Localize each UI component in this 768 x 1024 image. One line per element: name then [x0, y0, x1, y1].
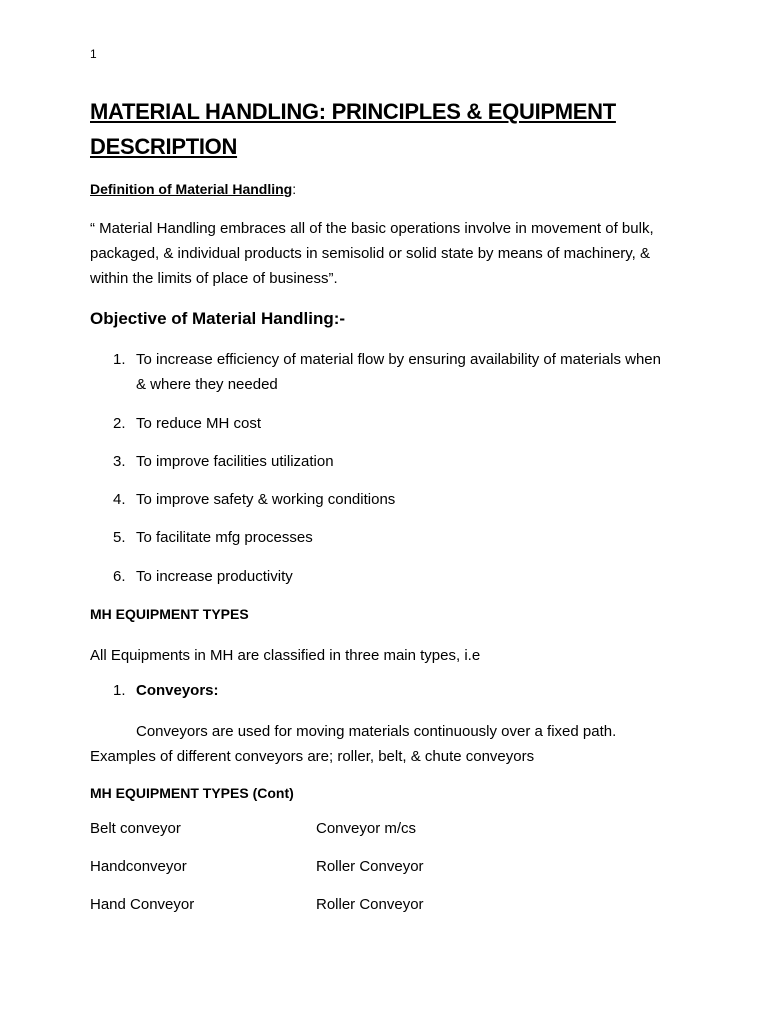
- list-item-text: To increase efficiency of material flow by ensuring availability of materials when & where they needed: [136, 351, 661, 393]
- list-item-text: To improve facilities utilization: [136, 453, 334, 470]
- definition-heading-colon: :: [292, 181, 297, 197]
- equipment-types-heading: MH EQUIPMENT TYPES: [90, 606, 249, 622]
- table-cell-left: Belt conveyor: [90, 820, 181, 837]
- page-title: MATERIAL HANDLING: PRINCIPLES & EQUIPMENT DESCRIPTION: [90, 99, 616, 159]
- list-item: [113, 347, 673, 397]
- definition-heading: [90, 181, 296, 197]
- list-item-number: 4.: [113, 491, 126, 508]
- table-cell-left: Handconveyor: [90, 858, 187, 875]
- list-item-number: 3.: [113, 453, 126, 470]
- definition-text: “ Material Handling embraces all of the basic operations involve in movement of bulk, packaged, & individual products in semisolid or solid state by means of machinery, & within the limits of place of business”.: [90, 220, 654, 287]
- conveyors-item-number: 1.: [113, 682, 126, 699]
- table-cell-right: Roller Conveyor: [316, 896, 424, 913]
- equipment-types-cont-heading: MH EQUIPMENT TYPES (Cont): [90, 785, 294, 801]
- list-item-number: 6.: [113, 568, 126, 585]
- list-item: [113, 487, 395, 512]
- objectives-heading: Objective of Material Handling:-: [90, 309, 346, 328]
- table-cell-left: Hand Conveyor: [90, 896, 195, 913]
- list-item-text: To increase productivity: [136, 568, 293, 585]
- list-item: [113, 564, 293, 589]
- list-item-number: 1.: [113, 351, 126, 368]
- table-cell-right: Roller Conveyor: [316, 858, 424, 875]
- list-item-number: 5.: [113, 529, 126, 546]
- list-item-text: To facilitate mfg processes: [136, 529, 313, 546]
- conveyors-item: [113, 682, 219, 699]
- list-item: [113, 411, 261, 436]
- conveyors-paragraph: Conveyors are used for moving materials continuously over a fixed path. Examples of different conveyors are; roller, belt, & chute conveyors: [90, 723, 617, 765]
- equipment-intro-text: All Equipments in MH are classified in three main types, i.e: [90, 647, 481, 664]
- list-item-text: To improve safety & working conditions: [136, 491, 396, 508]
- list-item-number: 2.: [113, 415, 126, 432]
- page-number: 1: [90, 47, 97, 61]
- list-item: [113, 449, 334, 474]
- definition-heading-text: Definition of Material Handling: [90, 181, 293, 197]
- table-cell-right: Conveyor m/cs: [316, 820, 417, 837]
- list-item-text: To reduce MH cost: [136, 415, 262, 432]
- list-item: [113, 525, 313, 550]
- conveyors-item-label: Conveyors:: [136, 682, 219, 699]
